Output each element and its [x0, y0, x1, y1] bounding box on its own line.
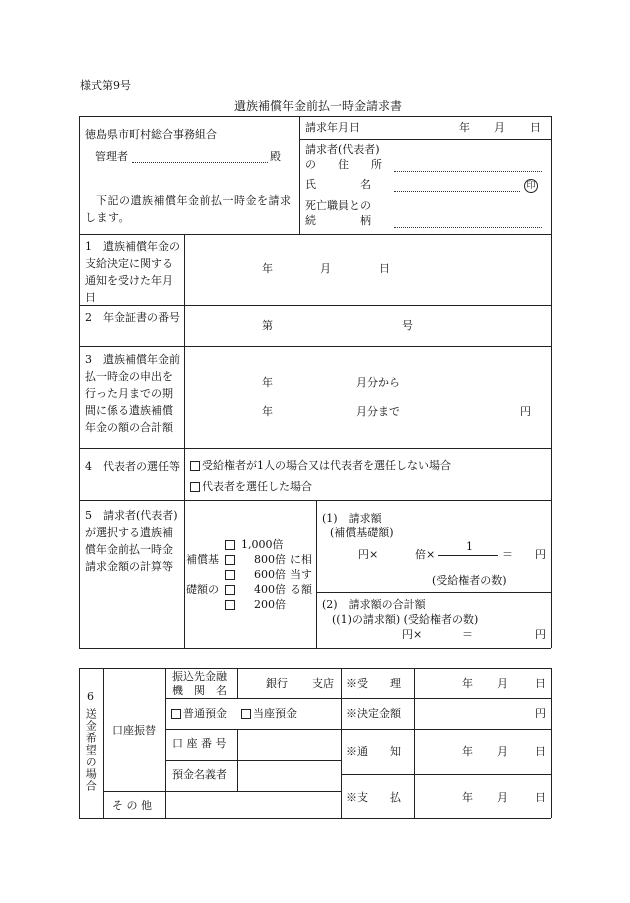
form-number: 様式第9号 [80, 79, 131, 92]
calc2-yen-times: 円× [402, 628, 423, 641]
notice-year: 年 [462, 745, 473, 758]
checkbox-icon [171, 709, 181, 719]
checkbox-icon [225, 570, 235, 580]
relation-label-2: 続 柄 [305, 214, 371, 227]
checkbox-icon [225, 540, 235, 550]
row3-to-month: 月分まで [356, 405, 400, 418]
row1-month: 月 [320, 262, 331, 275]
calc1-yen: 円 [535, 548, 546, 561]
checkbox-icon [241, 709, 251, 719]
multiplier-option[interactable] [225, 538, 284, 552]
received-day: 日 [535, 677, 546, 690]
other-label: そ の 他 [112, 799, 152, 812]
claimant-name-label: 氏 名 [305, 178, 371, 191]
row4-option2-label: 代表者を選任した場合 [202, 480, 312, 493]
payment-day: 日 [535, 791, 546, 804]
row4-option1-label: 受給権者が1人の場合又は代表者を選任しない場合 [202, 459, 451, 472]
payment-label: ※支 払 [346, 791, 401, 804]
multiplier-label: 1,000倍 [241, 538, 284, 551]
checkbox-icon [190, 482, 200, 492]
claim-date-year: 年 [459, 121, 470, 134]
multiplier-label: 800倍 [254, 553, 286, 566]
checkbox-icon [225, 585, 235, 595]
row1-label: 1 遺族補償年金の支給決定に関する通知を受けた年月日 [85, 240, 180, 304]
transfer-label: 口座振替 [112, 724, 156, 737]
section-label: 送金希望の場合 [84, 708, 98, 792]
bank-suffix: 銀行 [266, 677, 288, 690]
payment-month: 月 [497, 791, 508, 804]
name-field[interactable] [394, 191, 520, 192]
account-number-label: 口 座 番 号 [172, 737, 227, 750]
base-label-2: 礎額の [186, 583, 219, 596]
multiplier-label: 200倍 [254, 598, 286, 611]
row3-label: 3 遺族補償年金前払一時金の申出を行った月までの期間に係る遺族補償年金の額の合計額 [85, 353, 180, 434]
row4-option2[interactable] [190, 480, 312, 494]
checkbox-icon [190, 461, 200, 471]
claim-date-day: 日 [530, 121, 541, 134]
fraction-bar [438, 555, 498, 556]
calc1-equals: ＝ [502, 548, 513, 561]
multiplier-label: 600倍 [254, 568, 286, 581]
calc1-yen-times: 円× [358, 548, 379, 561]
bank-label-2: 機 関 名 [172, 684, 227, 697]
multiplier-option[interactable] [225, 568, 286, 582]
address-field[interactable] [394, 171, 542, 172]
row3-to-year: 年 [262, 405, 273, 418]
equiv-label-1: に相 [290, 553, 312, 566]
section-number: 6 [87, 690, 94, 703]
request-text: 下記の遺族補償年金前払一時金を請求します。 [85, 194, 292, 224]
multiplier-label: 400倍 [254, 583, 286, 596]
seal-mark: 印 [524, 179, 538, 193]
notice-label: ※通 知 [346, 745, 401, 758]
row4-option1[interactable] [190, 459, 451, 473]
addressee-org: 徳島県市町村総合事務組合 [85, 128, 217, 141]
equiv-label-3: る額 [290, 583, 312, 596]
page-title: 遺族補償年金前払一時金請求書 [234, 99, 403, 113]
account-type-current-label: 当座預金 [253, 707, 297, 720]
calc1-title: (1) 請求額 [322, 512, 382, 525]
decided-amount-yen: 円 [535, 707, 546, 720]
claim-date-label: 請求年月日 [305, 121, 360, 134]
honorific: 殿 [270, 150, 281, 163]
relation-field[interactable] [394, 227, 542, 228]
branch-suffix: 支店 [312, 677, 334, 690]
bank-label-1: 振込先金融 [172, 670, 227, 683]
calc2-title: (2) 請求額の合計額 [322, 598, 426, 611]
received-label: ※受 理 [346, 677, 401, 690]
payment-year: 年 [462, 791, 473, 804]
row3-yen: 円 [520, 405, 531, 418]
calc1-numerator: 1 [466, 540, 473, 553]
calc1-denominator: (受給権者の数) [432, 574, 507, 587]
account-type-current[interactable] [241, 707, 297, 721]
row1-day: 日 [379, 262, 390, 275]
row2-prefix: 第 [262, 319, 273, 332]
checkbox-icon [225, 555, 235, 565]
row4-label: 4 代表者の選任等 [85, 460, 180, 473]
row3-from-month: 月分から [356, 376, 400, 389]
calc1-subtitle: (補償基礎額) [330, 526, 394, 539]
checkbox-icon [225, 600, 235, 610]
calc2-yen: 円 [535, 628, 546, 641]
multiplier-option[interactable] [225, 583, 286, 597]
decided-amount-label: ※決定金額 [346, 707, 401, 720]
manager-name-field[interactable] [132, 162, 268, 163]
relation-label-1: 死亡職員との [305, 199, 371, 212]
row5-label: 5 請求者(代表者)が選択する遺族補償年金前払一時金請求金額の計算等 [85, 509, 178, 573]
account-type-ordinary[interactable] [171, 707, 227, 721]
calc2-equals: ＝ [462, 628, 473, 641]
account-holder-label: 預金名義者 [172, 768, 227, 781]
received-year: 年 [462, 677, 473, 690]
claimant-label: 請求者(代表者) [305, 143, 380, 156]
equiv-label-2: 当す [290, 568, 312, 581]
calc1-bai-times: 倍× [415, 548, 436, 561]
notice-day: 日 [535, 745, 546, 758]
account-type-ordinary-label: 普通預金 [183, 707, 227, 720]
row3-from-year: 年 [262, 376, 273, 389]
multiplier-option[interactable] [225, 553, 286, 567]
manager-label: 管理者 [95, 150, 128, 163]
calc2-subtitle: ((1)の請求額) (受給権者の数) [332, 613, 479, 626]
row1-year: 年 [262, 262, 273, 275]
row2-suffix: 号 [402, 319, 413, 332]
row2-label: 2 年金証書の番号 [85, 311, 180, 324]
claimant-address-label: の 住 所 [305, 158, 382, 171]
notice-month: 月 [497, 745, 508, 758]
received-month: 月 [497, 677, 508, 690]
base-label-1: 補償基 [186, 553, 219, 566]
claim-date-month: 月 [494, 121, 505, 134]
multiplier-option[interactable] [225, 598, 286, 612]
